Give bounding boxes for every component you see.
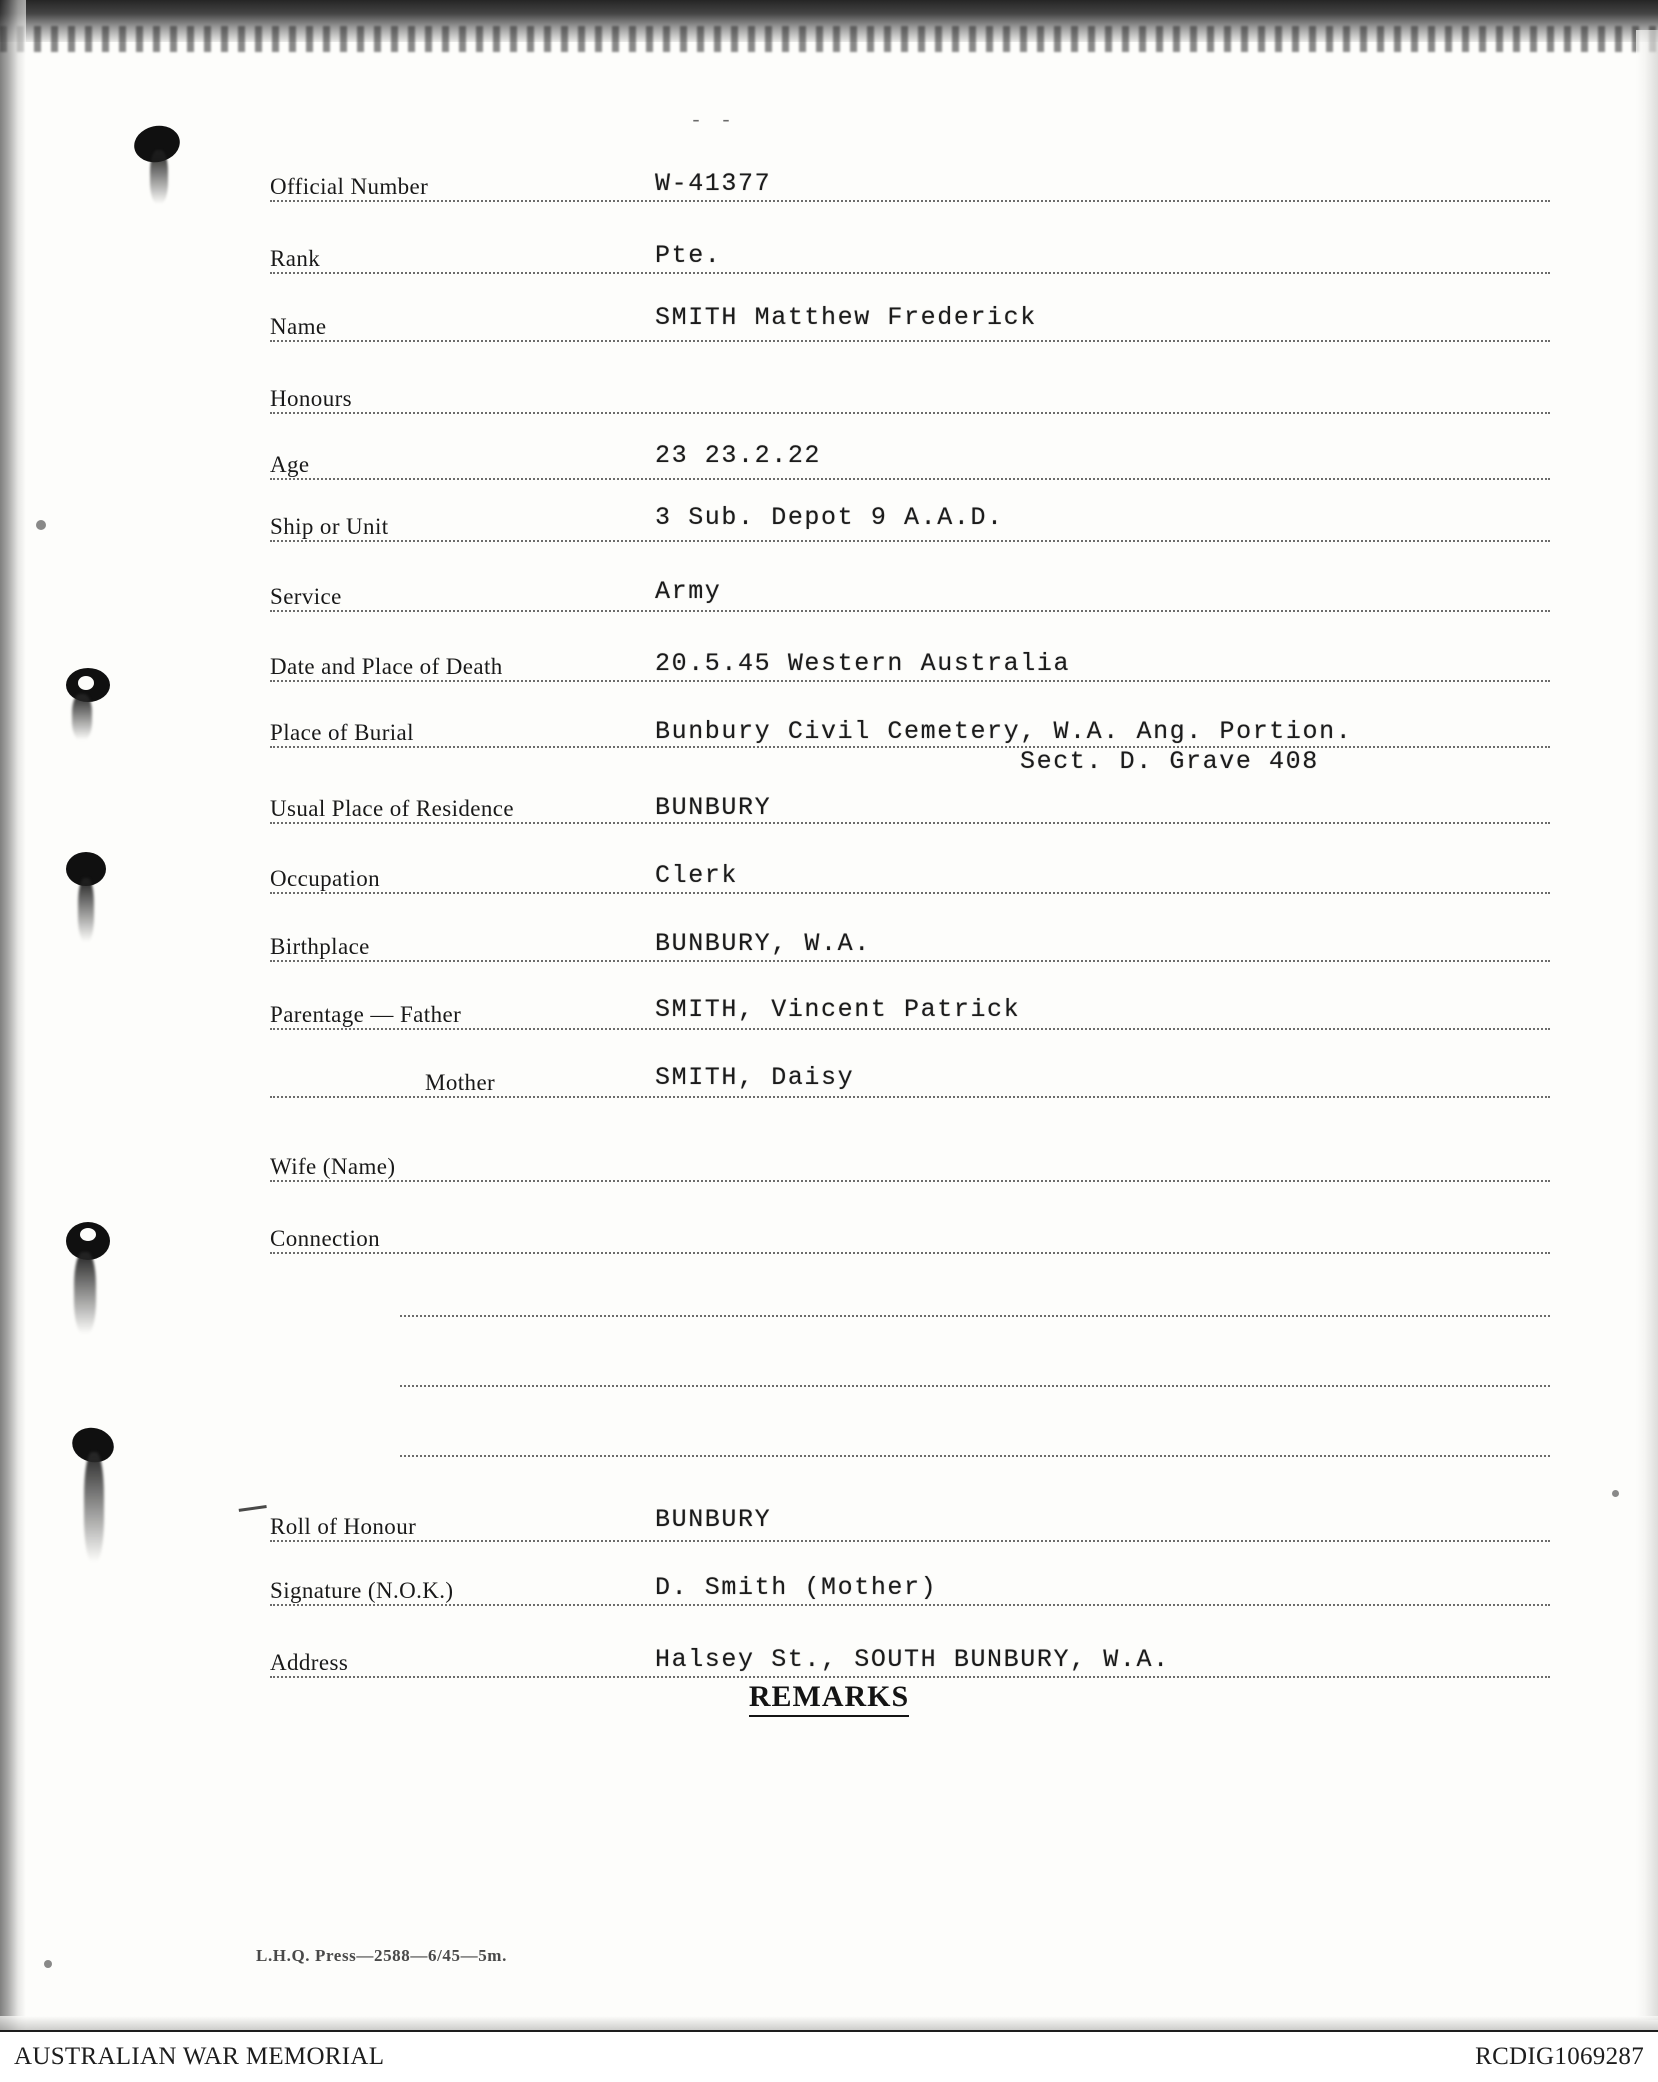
field-dotted-rule	[270, 478, 1550, 480]
field-value: Bunbury Civil Cemetery, W.A. Ang. Portion.	[655, 717, 1353, 746]
field-value: SMITH, Daisy	[655, 1063, 855, 1092]
institution-label: AUSTRALIAN WAR MEMORIAL	[14, 2043, 385, 2070]
field-label: Official Number	[270, 174, 429, 199]
field-value: BUNBURY	[655, 793, 772, 822]
field-date-and-place-of-death	[270, 640, 1550, 686]
press-imprint: L.H.Q. Press—2588—6/45—5m.	[256, 1946, 507, 1965]
field-label: Roll of Honour	[270, 1514, 417, 1539]
ink-smear	[78, 878, 94, 942]
field-official-number	[270, 160, 1550, 206]
field-birthplace	[270, 920, 1550, 966]
field-age	[270, 438, 1550, 484]
field-dotted-rule	[270, 272, 1550, 274]
field-value: SMITH Matthew Frederick	[655, 303, 1037, 332]
field-label: Date and Place of Death	[270, 654, 503, 679]
field-service	[270, 570, 1550, 616]
field-dotted-rule	[270, 1180, 1550, 1182]
field-dotted-rule	[270, 1028, 1550, 1030]
field-label: Usual Place of Residence	[270, 796, 514, 821]
field-honours	[270, 372, 1550, 418]
scan-edge-right	[1636, 30, 1658, 2020]
field-dotted-rule	[270, 680, 1550, 682]
field-label: Connection	[270, 1226, 381, 1251]
field-dotted-rule	[270, 200, 1550, 202]
field-dotted-rule	[270, 1096, 1550, 1098]
remarks-heading	[0, 1680, 1658, 1714]
field-dotted-rule	[270, 610, 1550, 612]
field-label: Name	[270, 314, 327, 339]
field-value: Halsey St., SOUTH BUNBURY, W.A.	[655, 1645, 1170, 1674]
remarks-heading-text: REMARKS	[749, 1680, 909, 1717]
field-value: 23 23.2.22	[655, 441, 822, 470]
field-occupation	[270, 852, 1550, 898]
field-place-of-burial	[270, 706, 1550, 776]
field-usual-place-of-residence	[270, 782, 1550, 828]
field-dotted-rule	[270, 822, 1550, 824]
ink-smear	[72, 694, 92, 740]
field-dotted-rule	[270, 1676, 1550, 1678]
ink-smear	[74, 1252, 96, 1334]
field-dotted-rule	[270, 540, 1550, 542]
field-value: D. Smith (Mother)	[655, 1573, 938, 1602]
field-value-continued: Sect. D. Grave 408	[1020, 747, 1319, 776]
field-value: Army	[655, 577, 722, 606]
field-value: Clerk	[655, 861, 739, 890]
field-label: Signature (N.O.K.)	[270, 1578, 454, 1603]
scan-speck	[36, 520, 46, 530]
field-label: Parentage — Father	[270, 1002, 462, 1027]
field-label: Place of Burial	[270, 720, 414, 745]
field-parentage-mother	[270, 1056, 1550, 1102]
scan-edge-bottom	[0, 2016, 1658, 2030]
field-dotted-rule	[270, 746, 1550, 748]
field-dotted-rule	[270, 1540, 1550, 1542]
field-label: Age	[270, 452, 310, 477]
field-label: Service	[270, 584, 342, 609]
field-value: BUNBURY, W.A.	[655, 929, 871, 958]
ink-smear	[84, 1452, 104, 1562]
field-value: Pte.	[655, 241, 722, 270]
field-dotted-rule	[270, 892, 1550, 894]
field-label: Rank	[270, 246, 321, 271]
blank-rule	[400, 1315, 1550, 1317]
field-dotted-rule	[270, 340, 1550, 342]
field-value: 20.5.45 Western Australia	[655, 649, 1071, 678]
pencil-tick-mark	[237, 1495, 267, 1512]
field-parentage-father	[270, 988, 1550, 1034]
ink-blot-highlight	[80, 1228, 96, 1241]
record-identifier: RCDIG1069287	[1475, 2043, 1644, 2070]
scan-speck	[1612, 1490, 1619, 1497]
field-value: BUNBURY	[655, 1505, 772, 1534]
field-value: SMITH, Vincent Patrick	[655, 995, 1021, 1024]
field-wife-name	[270, 1140, 1550, 1186]
blank-rule	[400, 1385, 1550, 1387]
field-connection	[270, 1212, 1550, 1258]
field-label: Occupation	[270, 866, 381, 891]
field-label: Ship or Unit	[270, 514, 389, 539]
blank-rule	[400, 1455, 1550, 1457]
field-dotted-rule	[270, 1604, 1550, 1606]
scan-edge-top-texture	[0, 26, 1658, 52]
field-dotted-rule	[270, 412, 1550, 414]
field-rank	[270, 232, 1550, 278]
field-label: Mother	[425, 1070, 496, 1095]
scan-edge-left	[0, 0, 26, 2030]
field-address	[270, 1636, 1550, 1682]
field-label: Birthplace	[270, 934, 370, 959]
field-label: Honours	[270, 386, 353, 411]
field-value: 3 Sub. Depot 9 A.A.D.	[655, 503, 1004, 532]
field-value: W-41377	[655, 169, 772, 198]
field-signature-nok	[270, 1564, 1550, 1610]
viewer-footer-bar	[0, 2030, 1658, 2082]
field-ship-or-unit	[270, 500, 1550, 546]
field-dotted-rule	[270, 960, 1550, 962]
field-roll-of-honour	[270, 1500, 1550, 1546]
ink-smear	[150, 150, 168, 204]
field-label: Address	[270, 1650, 349, 1675]
ink-blot-highlight	[78, 676, 94, 690]
handwritten-mark: - -	[690, 110, 736, 133]
scan-speck	[44, 1960, 52, 1968]
field-label: Wife (Name)	[270, 1154, 396, 1179]
field-name	[270, 300, 1550, 346]
field-dotted-rule	[270, 1252, 1550, 1254]
